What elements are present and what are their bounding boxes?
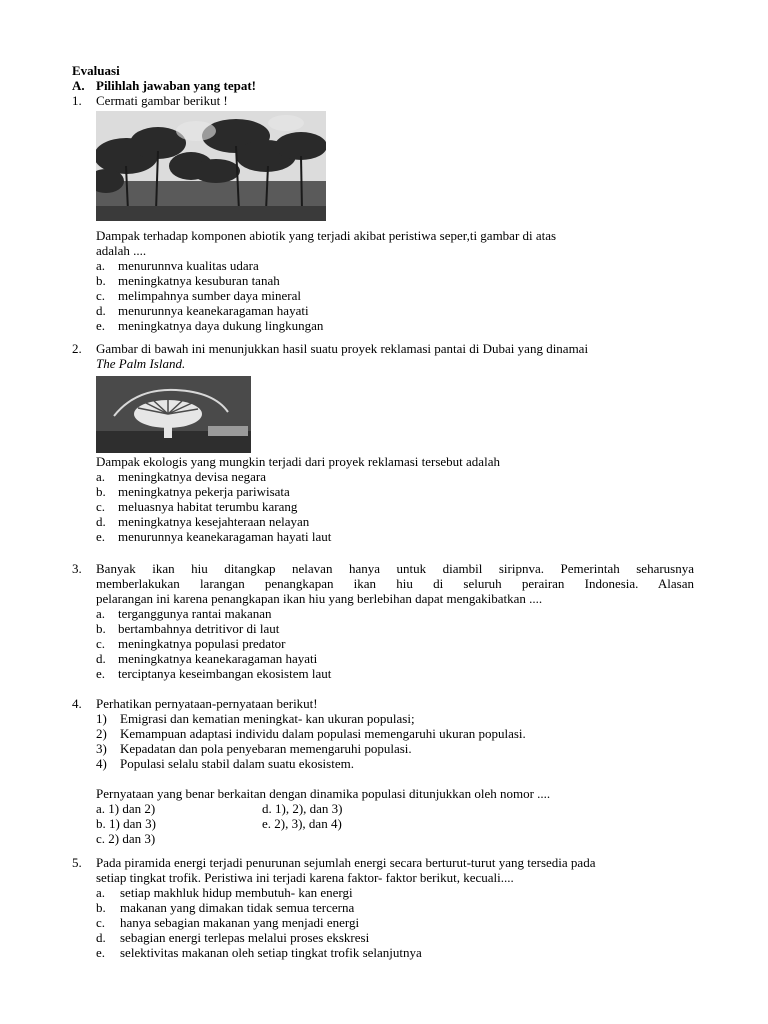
q4-statement-num: 4) <box>96 756 107 771</box>
q2-option-letter: c. <box>96 499 106 514</box>
q3-option-letter: e. <box>96 666 106 681</box>
q2-stem: Dampak ekologis yang mungkin terjadi dari proyek reklamasi tersebut adalah <box>96 454 500 469</box>
q1-text: Cermati gambar berikut ! <box>96 93 228 108</box>
forest-fire-photo <box>96 111 326 221</box>
q1-option-c: melimpahnya sumber daya mineral <box>118 288 302 303</box>
q4-statement-num: 3) <box>96 741 107 756</box>
q3-option-e: terciptanya keseimbangan ekosistem laut <box>118 666 332 681</box>
q3-option-letter: b. <box>96 621 106 636</box>
q1-option-b: meningkatnya kesuburan tanah <box>118 273 280 288</box>
q4-statement-2: Kemampuan adaptasi individu dalam populasi memengaruhi ukuran populasi. <box>120 726 526 741</box>
q1-option-d: menurunnya keanekaragaman hayati <box>118 303 309 318</box>
q1-option-letter: c. <box>96 288 106 303</box>
q4-option-d: d. 1), 2), dan 3) <box>262 801 343 816</box>
q3-text-line1: Banyak ikan hiu ditangkap nelavan hanya untuk diambil siripnva. Pemerintah seharusnya <box>96 561 694 576</box>
q2-text-line2: The Palm Island. <box>96 356 186 371</box>
q1-number: 1. <box>72 93 82 108</box>
q4-option-c: c. 2) dan 3) <box>96 831 156 846</box>
q2-text-line1: Gambar di bawah ini menunjukkan hasil suatu proyek reklamasi pantai di Dubai yang dinamai <box>96 341 589 356</box>
q1-stem-line2: adalah .... <box>96 243 147 258</box>
q4-statement-3: Kepadatan dan pola penyebaran memengaruhi populasi. <box>120 741 412 756</box>
q4-number: 4. <box>72 696 82 711</box>
q3-text-line2: memberlakukan larangan penangkapan ikan hiu di seluruh perairan Indonesia. Alasan <box>96 576 694 591</box>
q3-option-d: meningkatnya keanekaragaman hayati <box>118 651 318 666</box>
q4-statement-num: 2) <box>96 726 107 741</box>
q5-option-d: sebagian energi terlepas melalui proses ekskresi <box>120 930 370 945</box>
q1-option-a: menurunnva kualitas udara <box>118 258 259 273</box>
q2-option-c: meluasnya habitat terumbu karang <box>118 499 298 514</box>
q1-option-e: meningkatnya daya dukung lingkungan <box>118 318 324 333</box>
section-instruction: Pilihlah jawaban yang tepat! <box>96 78 256 93</box>
q2-option-d: meningkatnya kesejahteraan nelayan <box>118 514 310 529</box>
q5-option-letter: c. <box>96 915 106 930</box>
q5-text-line2: setiap tingkat trofik. Peristiwa ini terjadi karena faktor- faktor berikut, kecuali.... <box>96 870 514 885</box>
q2-option-letter: a. <box>96 469 106 484</box>
q5-option-letter: a. <box>96 885 106 900</box>
palm-island-aerial-photo <box>96 376 251 453</box>
q2-number: 2. <box>72 341 82 356</box>
q3-option-a: terganggunya rantai makanan <box>118 606 272 621</box>
q5-option-c: hanya sebagian makanan yang menjadi energi <box>120 915 360 930</box>
q5-number: 5. <box>72 855 82 870</box>
q2-option-e: menurunnya keanekaragaman hayati laut <box>118 529 332 544</box>
q3-option-b: bertambahnya detritivor di laut <box>118 621 280 636</box>
q3-option-letter: d. <box>96 651 106 666</box>
q1-option-letter: b. <box>96 273 106 288</box>
q5-option-b: makanan yang dimakan tidak semua tercerna <box>120 900 355 915</box>
q5-option-a: setiap makhluk hidup membutuh- kan energi <box>120 885 353 900</box>
q2-option-letter: e. <box>96 529 106 544</box>
q4-statement-num: 1) <box>96 711 107 726</box>
q3-option-c: meningkatnya populasi predator <box>118 636 286 651</box>
q4-stem: Pernyataan yang benar berkaitan dengan dinamika populasi ditunjukkan oleh nomor .... <box>96 786 551 801</box>
q3-option-letter: c. <box>96 636 106 651</box>
q5-option-letter: d. <box>96 930 106 945</box>
q1-option-letter: e. <box>96 318 106 333</box>
q4-option-b: b. 1) dan 3) <box>96 816 156 831</box>
q1-stem-line1: Dampak terhadap komponen abiotik yang terjadi akibat peristiwa seper,ti gambar di atas <box>96 228 557 243</box>
q5-option-letter: b. <box>96 900 106 915</box>
q1-option-letter: d. <box>96 303 106 318</box>
page-title: Evaluasi <box>72 63 120 78</box>
q4-statement-4: Populasi selalu stabil dalam suatu ekosistem. <box>120 756 354 771</box>
q2-option-letter: b. <box>96 484 106 499</box>
q5-text-line1: Pada piramida energi terjadi penurunan sejumlah energi secara berturut-turut yang tersedia pada <box>96 855 596 870</box>
q5-option-letter: e. <box>96 945 106 960</box>
q2-option-b: meningkatnya pekerja pariwisata <box>118 484 290 499</box>
q2-option-letter: d. <box>96 514 106 529</box>
q2-option-a: meningkatnya devisa negara <box>118 469 266 484</box>
q3-text-line3: pelarangan ini karena penangkapan ikan hiu yang berlebihan dapat mengakibatkan .... <box>96 591 543 606</box>
q5-option-e: selektivitas makanan oleh setiap tingkat trofik selanjutnya <box>120 945 422 960</box>
q3-option-letter: a. <box>96 606 106 621</box>
q1-option-letter: a. <box>96 258 106 273</box>
q4-statement-1: Emigrasi dan kematian meningkat- kan ukuran populasi; <box>120 711 415 726</box>
q4-text: Perhatikan pernyataan-pernyataan berikut! <box>96 696 318 711</box>
q4-option-a: a. 1) dan 2) <box>96 801 156 816</box>
q3-number: 3. <box>72 561 82 576</box>
q4-option-e: e. 2), 3), dan 4) <box>262 816 342 831</box>
section-label: A. <box>72 78 85 93</box>
